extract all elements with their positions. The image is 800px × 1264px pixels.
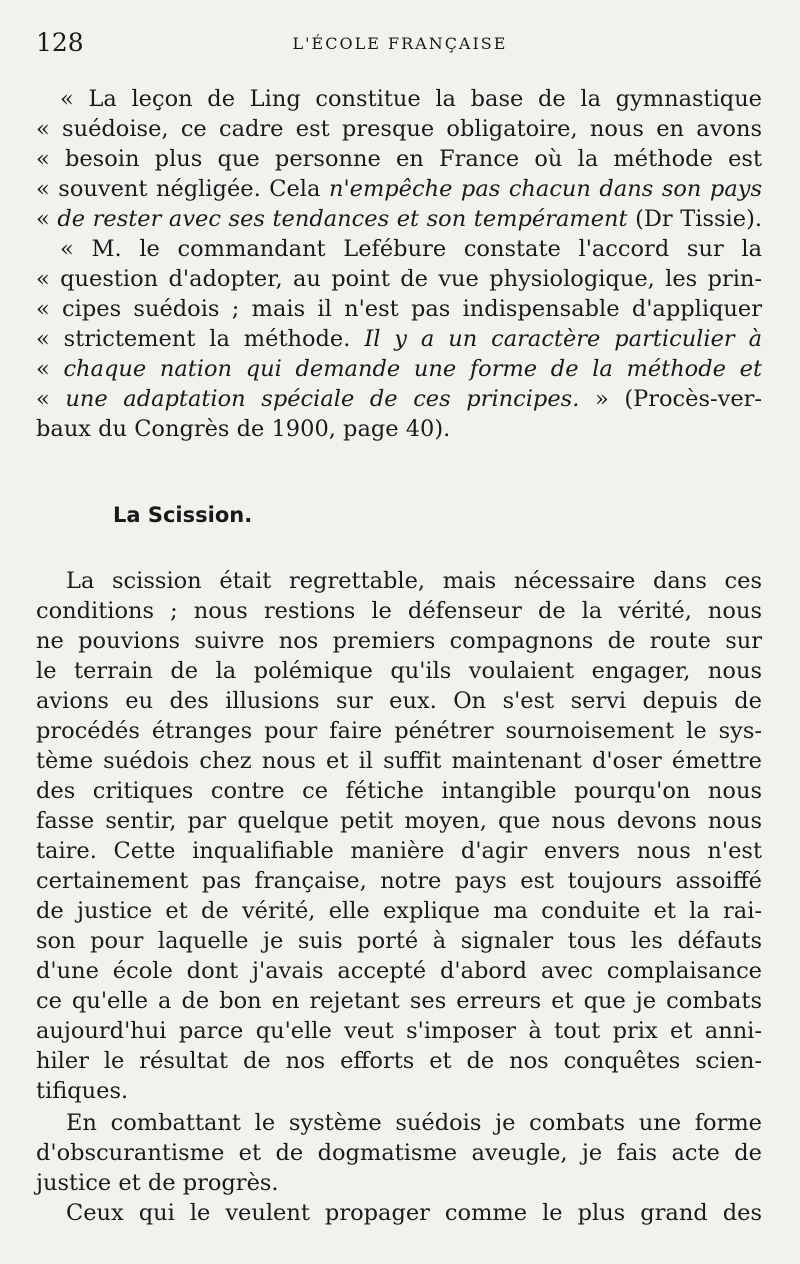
text-line: d'obscurantisme et de dogmatisme aveugle, je fais acte de	[36, 1140, 762, 1166]
text-line: tème suédois chez nous et il suffit maintenant d'oser émettre	[36, 748, 762, 774]
quote-line: baux du Congrès de 1900, page 40).	[36, 416, 451, 442]
text-line: d'une école dont j'avais accepté d'abord avec complaisance	[36, 958, 762, 984]
quote-line: « besoin plus que personne en France où la méthode est	[36, 146, 762, 172]
text-line: ne pouvions suivre nos premiers compagnons de route sur	[36, 628, 762, 654]
quote-line: « chaque nation qui demande une forme de la méthode et	[36, 356, 762, 382]
paragraph-3	[36, 1198, 762, 1228]
text-line: taire. Cette inqualifiable manière d'agir envers nous n'est	[36, 838, 762, 864]
quote-line: « La leçon de Ling constitue la base de la gymnastique	[60, 86, 762, 112]
quote-line: « souvent négligée. Cela n'empêche pas chacun dans son pays	[36, 176, 763, 202]
text-line: justice et de progrès.	[36, 1170, 279, 1196]
text-line: aujourd'hui parce qu'elle veut s'imposer à tout prix et anni-	[36, 1018, 762, 1044]
quote-line: « cipes suédois ; mais il n'est pas indispensable d'appliquer	[36, 296, 762, 322]
quote-line: « suédoise, ce cadre est presque obligatoire, nous en avons	[36, 116, 762, 142]
section-heading: La Scission.	[113, 503, 253, 527]
text-line: des critiques contre ce fétiche intangible pourqu'on nous	[36, 778, 762, 804]
quote-line: « M. le commandant Lefébure constate l'accord sur la	[60, 236, 762, 262]
paragraph-2	[36, 1108, 762, 1198]
text-line: avions eu des illusions sur eux. On s'est servi depuis de	[36, 688, 762, 714]
quote-line: « de rester avec ses tendances et son tempérament (Dr Tissie).	[36, 206, 762, 232]
text-line: ce qu'elle a de bon en rejetant ses erreurs et que je combats	[36, 988, 762, 1014]
text-line: procédés étranges pour faire pénétrer sournoisement le sys-	[36, 718, 762, 744]
page-number: 128	[36, 28, 84, 57]
quote-line: « une adaptation spéciale de ces principes. » (Procès-ver-	[36, 386, 763, 412]
text-line: de justice et de vérité, elle explique ma conduite et la rai-	[36, 898, 762, 924]
quote-line: « strictement la méthode. Il y a un caractère particulier à	[36, 326, 762, 352]
text-line: tifiques.	[36, 1078, 129, 1104]
text-line: certainement pas française, notre pays est toujours assoiffé	[36, 868, 762, 894]
text-line: le terrain de la polémique qu'ils voulaient engager, nous	[36, 658, 762, 684]
text-line: hiler le résultat de nos efforts et de nos conquêtes scien-	[36, 1048, 762, 1074]
quote-block	[36, 84, 762, 444]
quote-line: « question d'adopter, au point de vue physiologique, les prin-	[36, 266, 762, 292]
text-line: La scission était regrettable, mais nécessaire dans ces	[66, 568, 762, 594]
text-line: En combattant le système suédois je combats une forme	[66, 1110, 762, 1136]
text-line: son pour laquelle je suis porté à signaler tous les défauts	[36, 928, 762, 954]
text-line: conditions ; nous restions le défenseur de la vérité, nous	[36, 598, 762, 624]
running-title: L'ÉCOLE FRANÇAISE	[292, 34, 508, 53]
page-header	[36, 28, 764, 60]
paragraph-1	[36, 566, 762, 1106]
text-line: Ceux qui le veulent propager comme le plus grand des	[66, 1200, 762, 1226]
text-line: fasse sentir, par quelque petit moyen, que nous devons nous	[36, 808, 762, 834]
